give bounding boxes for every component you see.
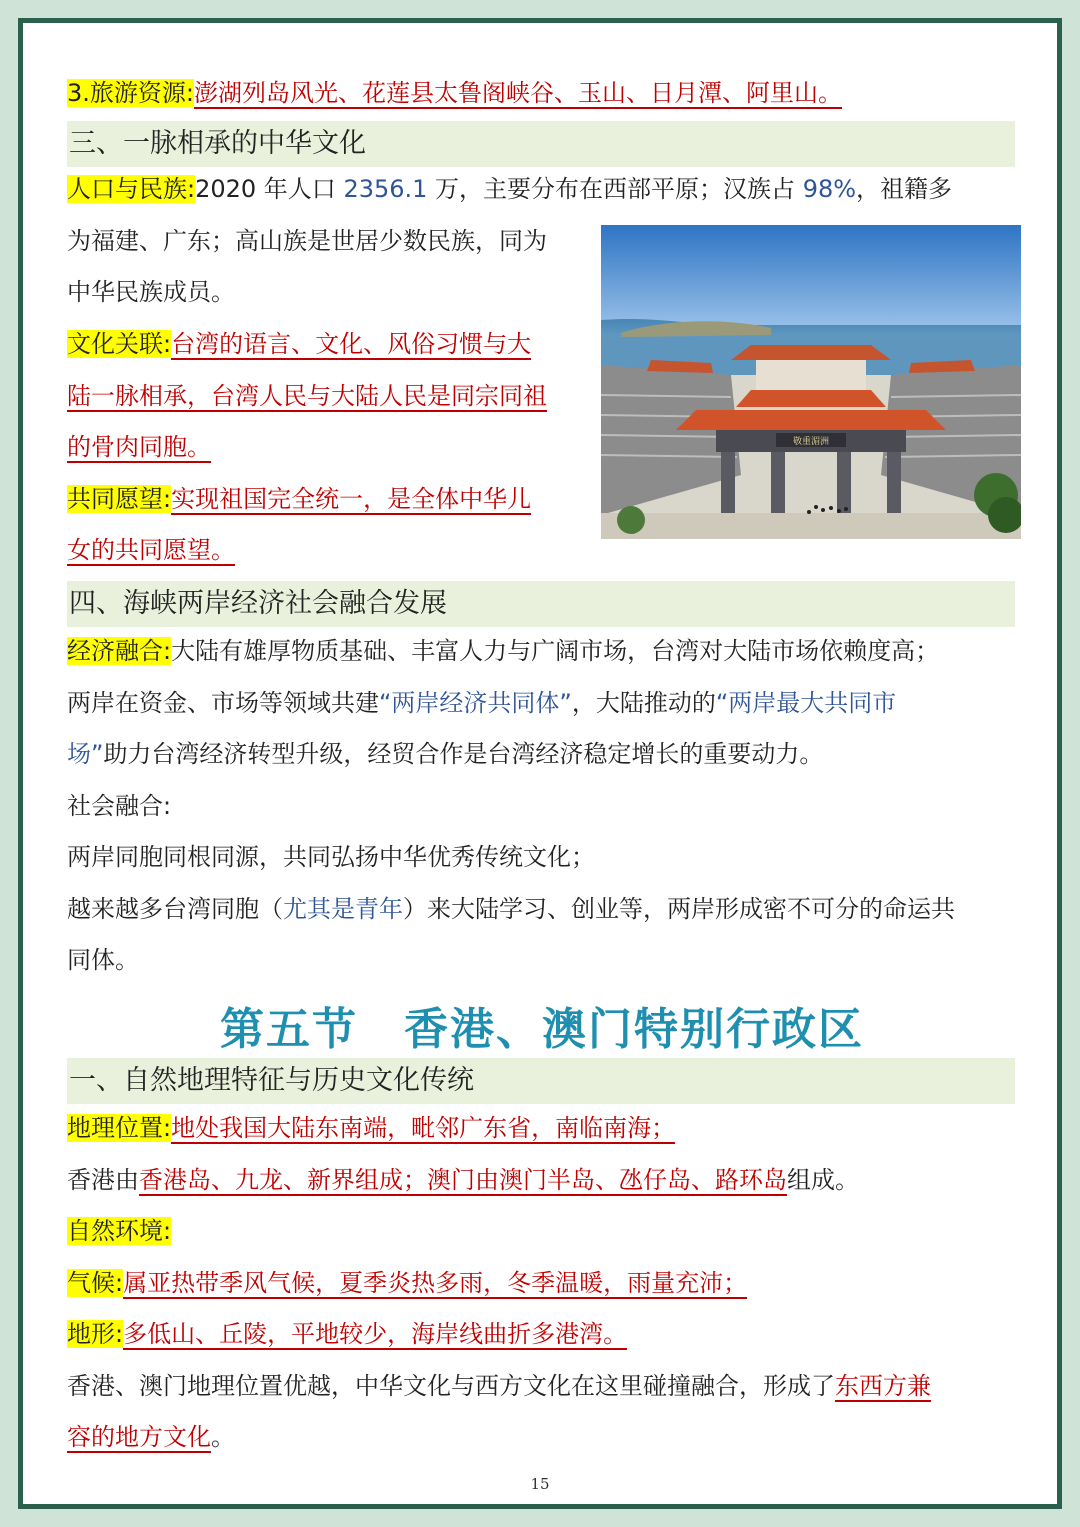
social-line-1: 两岸同胞同根同源，共同弘扬中华优秀传统文化； <box>67 843 595 871</box>
location-line-1 <box>67 1111 675 1145</box>
economy-line-3 <box>67 737 823 771</box>
wish-line-1 <box>67 482 531 516</box>
population-text-2: 万，主要分布在西部平原；汉族占 <box>427 175 803 203</box>
terrain-text: 多低山、丘陵，平地较少，海岸线曲折多港湾。 <box>123 1320 628 1348</box>
social-line-3: 同体。 <box>67 946 139 974</box>
economy-market: “两岸最大共同市 <box>715 689 897 717</box>
economy-text-2a: 两岸在资金、市场等领域共建 <box>67 689 379 717</box>
terrain-line <box>67 1317 627 1351</box>
population-line-3: 中华民族成员。 <box>67 278 235 306</box>
economy-line-1 <box>67 634 939 668</box>
tourism-text: 澎湖列岛风光、花莲县太鲁阁峡谷、玉山、日月潭、阿里山。 <box>193 79 842 107</box>
location-label: 地理位置: <box>67 1114 172 1142</box>
culture-label: 文化关联: <box>67 330 172 358</box>
tourism-line <box>67 76 842 110</box>
page-number: 15 <box>530 1475 550 1493</box>
photo-sign-text: 敬重湄洲 <box>792 437 830 447</box>
social-text-2a: 越来越多台湾同胞（ <box>67 895 283 923</box>
wish-text-2: 女的共同愿望。 <box>67 536 235 564</box>
culture-line-1 <box>67 327 531 361</box>
han-percent: 98% <box>802 175 857 203</box>
culture-text-1: 台湾的语言、文化、风俗习惯与大 <box>171 330 532 358</box>
wish-line-2 <box>67 533 235 567</box>
culture-text-2: 陆一脉相承，台湾人民与大陆人民是同宗同祖 <box>67 382 547 410</box>
social-line-2 <box>67 892 955 926</box>
section-3-heading: 三、一脉相承的中华文化 <box>67 121 1015 167</box>
fusion-line-2 <box>67 1420 235 1454</box>
fusion-culture-1: 东西方兼 <box>835 1372 931 1400</box>
page <box>18 18 1062 1509</box>
location-regions: 香港岛、九龙、新界组成；澳门由澳门半岛、氹仔岛、路环岛 <box>139 1166 787 1194</box>
population-number: 2356.1 <box>343 175 428 203</box>
population-text-3: ，祖籍多 <box>856 175 953 203</box>
fusion-line-1 <box>67 1369 931 1403</box>
culture-line-3 <box>67 430 211 464</box>
climate-label: 气候: <box>67 1269 124 1297</box>
temple-gate-illustration <box>601 225 1021 539</box>
location-line-2 <box>67 1163 859 1197</box>
economy-community: “两岸经济共同体” <box>379 689 572 717</box>
economy-market-end: 场” <box>67 740 104 768</box>
social-label: 社会融合: <box>67 792 172 820</box>
chapter-title: 第五节 香港、澳门特别行政区 <box>220 1004 864 1055</box>
economy-line-2 <box>67 686 896 720</box>
economy-text-1: 大陆有雄厚物质基础、丰富人力与广阔市场，台湾对大陆市场依赖度高； <box>171 637 940 665</box>
economy-text-3: 助力台湾经济转型升级，经贸合作是台湾经济稳定增长的重要动力。 <box>103 740 824 768</box>
economy-label: 经济融合: <box>67 637 172 665</box>
environment-line <box>67 1214 171 1248</box>
wish-text-1: 实现祖国完全统一，是全体中华儿 <box>171 485 532 513</box>
fusion-text-1: 香港、澳门地理位置优越，中华文化与西方文化在这里碰撞融合，形成了 <box>67 1372 835 1400</box>
temple-gate-photo <box>601 225 1021 539</box>
fusion-period: 。 <box>211 1423 235 1451</box>
population-line-1 <box>67 172 952 206</box>
population-label: 人口与民族: <box>67 175 196 203</box>
location-text-2c: 组成。 <box>787 1166 859 1194</box>
location-text-2a: 香港由 <box>67 1166 139 1194</box>
culture-text-3: 的骨肉同胞。 <box>67 433 211 461</box>
terrain-label: 地形: <box>67 1320 124 1348</box>
location-text: 地处我国大陆东南端，毗邻广东省，南临南海； <box>171 1114 676 1142</box>
wish-label: 共同愿望: <box>67 485 172 513</box>
section-4-heading: 四、海峡两岸经济社会融合发展 <box>67 581 1015 627</box>
population-line-2: 为福建、广东；高山族是世居少数民族，同为 <box>67 227 547 255</box>
social-youth: 尤其是青年 <box>283 895 403 923</box>
climate-text: 属亚热带季风气候，夏季炎热多雨，冬季温暖，雨量充沛； <box>123 1269 748 1297</box>
culture-line-2 <box>67 379 547 413</box>
population-text: 2020 年人口 <box>195 175 344 203</box>
social-text-2c: ）来大陆学习、创业等，两岸形成密不可分的命运共 <box>403 895 955 923</box>
climate-line <box>67 1266 747 1300</box>
fusion-culture-2: 容的地方文化 <box>67 1423 211 1451</box>
tourism-label: 3.旅游资源: <box>67 79 194 107</box>
economy-text-2c: ，大陆推动的 <box>571 689 716 717</box>
section-1-heading: 一、自然地理特征与历史文化传统 <box>67 1058 1015 1104</box>
environment-label: 自然环境: <box>67 1217 172 1245</box>
